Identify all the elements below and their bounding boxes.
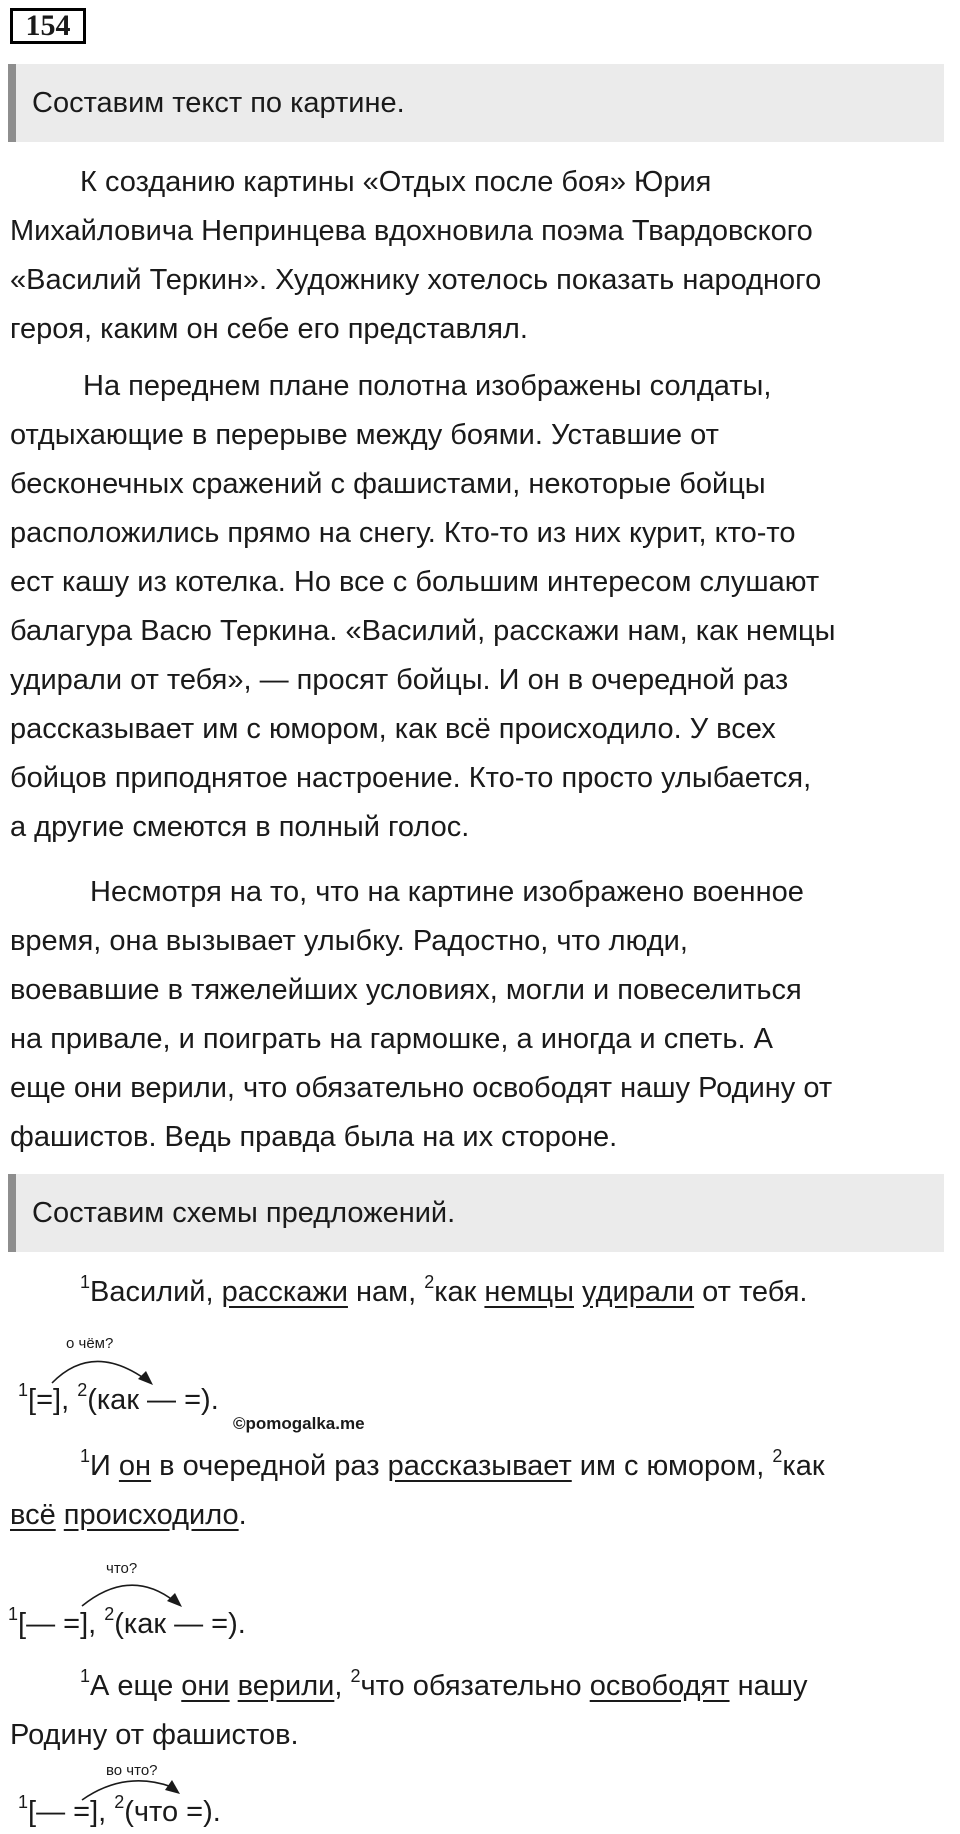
p1-line: героя, каким он себе его представлял. (10, 313, 528, 345)
p2-line: рассказывает им с юмором, как всё происходило. У всех (10, 713, 776, 745)
word: А еще (90, 1670, 182, 1702)
question-label: что? (106, 1560, 138, 1577)
word: как (782, 1450, 825, 1482)
subject: они (181, 1670, 230, 1702)
p2-line: На переднем плане полотна изображены солдаты, (83, 370, 772, 402)
scheme-part: (что =). (124, 1796, 221, 1828)
word: им с юмором, (571, 1450, 773, 1482)
clause-number: 1 (80, 1446, 91, 1467)
scheme-part: [— =], (18, 1608, 105, 1640)
p2-line: удирали от тебя», — просят бойцы. И он в очередной раз (10, 664, 789, 696)
clause-number: 1 (18, 1792, 29, 1813)
p3-line: время, она вызывает улыбку. Радостно, что люди, (10, 925, 688, 957)
predicate: рассказывает (387, 1450, 572, 1482)
clause-number: 2 (114, 1792, 125, 1813)
p2-line: бесконечных сражений с фашистами, некоторые бойцы (10, 468, 766, 500)
sentence-line: Родину от фашистов. (10, 1719, 299, 1751)
p2-line: бойцов приподнятое настроение. Кто-то просто улыбается, (10, 762, 812, 794)
p2-line: отдыхающие в перерыве между боями. Уставшие от (10, 419, 719, 451)
clause-number: 2 (350, 1666, 361, 1687)
clause-number: 1 (80, 1666, 91, 1687)
p2-line: ест кашу из котелка. Но все с большим интересом слушают (10, 566, 820, 598)
scheme-3 (18, 1792, 221, 1832)
predicate: происходило (63, 1499, 239, 1531)
task-number: 154 (10, 8, 86, 44)
clause-number: 2 (772, 1446, 783, 1467)
clause-number: 2 (77, 1380, 88, 1401)
word: нам, (347, 1276, 425, 1308)
p3-line: фашистов. Ведь правда была на их стороне. (10, 1121, 618, 1153)
p2-line: расположились прямо на снегу. Кто-то из них курит, кто-то (10, 517, 796, 549)
scheme-part: [— =], (28, 1796, 115, 1828)
predicate: удирали (582, 1276, 695, 1308)
p1-line: «Василий Теркин». Художнику хотелось показать народного (10, 264, 822, 296)
question-label: во что? (106, 1762, 158, 1779)
p1-line: К созданию картины «Отдых после боя» Юрия (80, 166, 712, 198)
word: Василий, (90, 1276, 222, 1308)
p1-line: Михайловича Непринцева вдохновила поэма Твардовского (10, 215, 813, 247)
clause-number: 1 (80, 1272, 91, 1293)
word: в очередной раз (151, 1450, 388, 1482)
word: И (90, 1450, 119, 1482)
section-heading-text: Составим текст по картине. (8, 64, 944, 142)
watermark: ©pomogalka.me (233, 1414, 365, 1433)
word: от тебя. (694, 1276, 808, 1308)
p3-line: еще они верили, что обязательно освободят нашу Родину от (10, 1072, 833, 1104)
section-heading-schemes: Составим схемы предложений. (8, 1174, 944, 1252)
subject: всё (10, 1499, 56, 1531)
clause-number: 2 (424, 1272, 435, 1293)
clause-number: 2 (104, 1604, 115, 1625)
word: что обязательно (360, 1670, 590, 1702)
clause-number: 1 (8, 1604, 19, 1625)
word: , (334, 1670, 351, 1702)
word: нашу (729, 1670, 808, 1702)
predicate: верили (237, 1670, 335, 1702)
word: . (238, 1499, 247, 1531)
p3-line: на привале, и поиграть на гармошке, а иногда и спеть. А (10, 1023, 773, 1055)
scheme-part: (как — =). (87, 1384, 219, 1416)
scheme-part: [=], (28, 1384, 78, 1416)
subject: он (118, 1450, 152, 1482)
p3-line: Несмотря на то, что на картине изображено военное (90, 876, 804, 908)
question-label: о чём? (66, 1335, 114, 1352)
subject: немцы (484, 1276, 574, 1308)
predicate: расскажи (221, 1276, 348, 1308)
p2-line: балагура Васю Теркина. «Василий, расскажи нам, как немцы (10, 615, 836, 647)
word: как (434, 1276, 485, 1308)
clause-number: 1 (18, 1380, 29, 1401)
scheme-part: (как — =). (114, 1608, 246, 1640)
predicate: освободят (589, 1670, 730, 1702)
p2-line: а другие смеются в полный голос. (10, 811, 470, 843)
p3-line: воевавшие в тяжелейших условиях, могли и повеселиться (10, 974, 802, 1006)
